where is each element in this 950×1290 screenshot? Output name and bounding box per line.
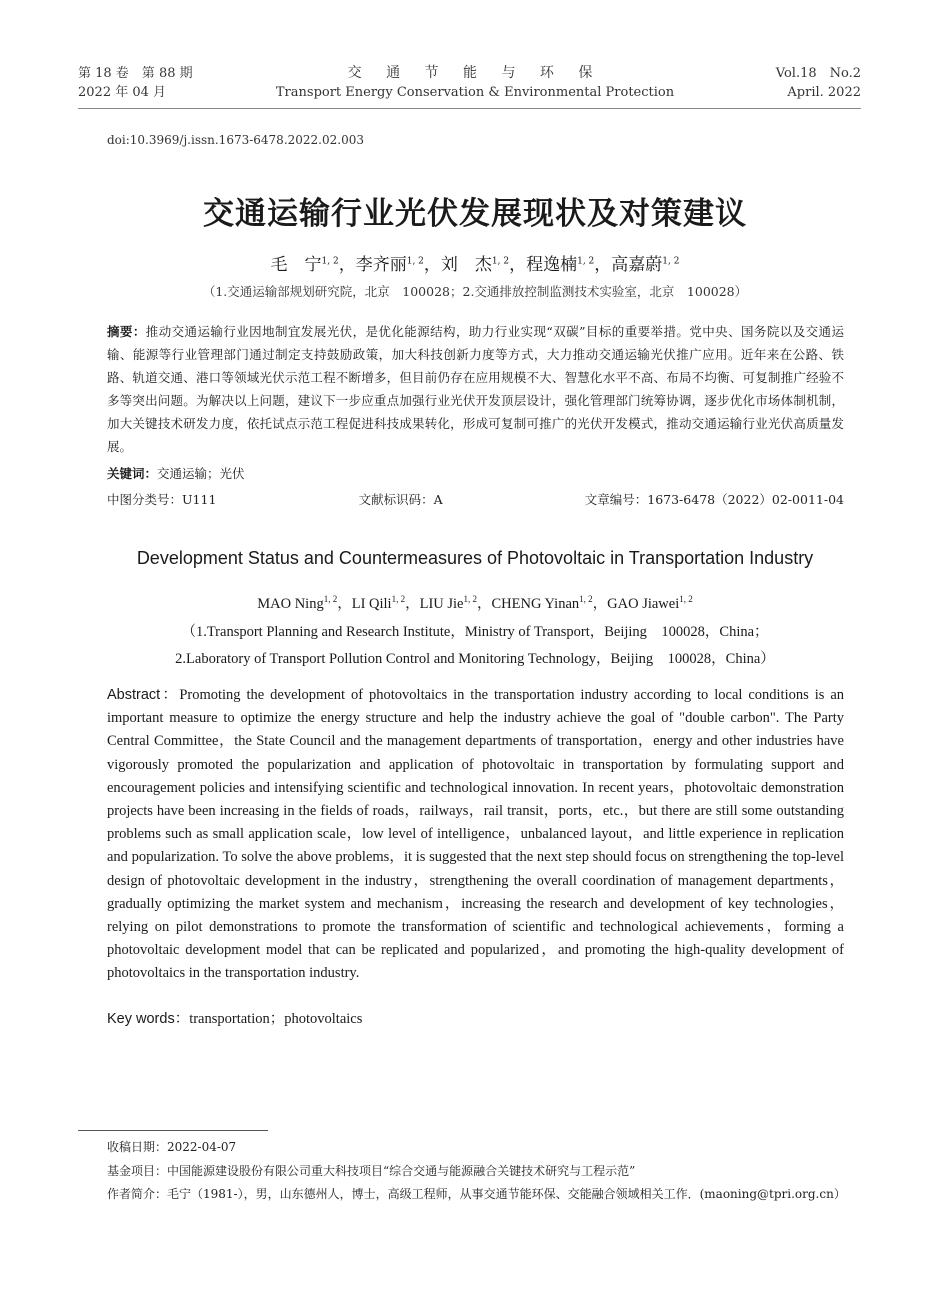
author-affiliation-mark: 1, 2	[406, 256, 424, 267]
author-name: 程逸楠	[526, 255, 578, 275]
keywords-en	[107, 1007, 362, 1028]
author-name-en: GAO Jiawei	[607, 596, 680, 612]
affiliation-en	[0, 619, 950, 673]
keywords-text-en: transportation；photovoltaics	[189, 1011, 363, 1027]
author-affiliation-mark: 1, 2	[679, 594, 693, 605]
abstract-label-cn: 摘要：	[107, 324, 146, 339]
author-name-en: MAO Ning	[257, 596, 324, 612]
author-affiliation-mark: 1, 2	[579, 594, 593, 605]
author-name: 刘 杰	[440, 255, 492, 275]
author-list-cn: 毛 宁$^{1, 2}$，李齐丽$^{1, 2}$，刘 杰$^{1, 2}$，程逸楠$^{1, 2}$，高嘉蔚$^{1, 2}$	[270, 255, 680, 275]
doi: doi:10.3969/j.issn.1673-6478.2022.02.003	[107, 133, 364, 147]
abstract-cn	[107, 320, 844, 458]
classification-row	[107, 490, 844, 508]
footnotes	[107, 1136, 846, 1207]
affiliation-cn: （1.交通运输部规划研究院，北京 100028；2.交通排放控制监测技术实验室，北京 100028）	[202, 284, 748, 299]
author-list-en: MAO Ning$^{1, 2}$，LI Qili$^{1, 2}$，LIU Jie$^{1, 2}$，CHENG Yinan$^{1, 2}$，GAO Jiawei$^{1, 2}$	[257, 594, 693, 612]
keywords-text-cn: 交通运输；光伏	[157, 466, 245, 481]
issue-date-en: April. 2022	[787, 85, 861, 100]
author-affiliation-mark: 1, 2	[491, 256, 510, 267]
paper-title-cn: 交通运输行业光伏发展现状及对策建议	[203, 196, 747, 232]
author-affiliation-mark: 1, 2	[463, 594, 477, 605]
fund-project: 基金项目：中国能源建设股份有限公司重大科技项目“综合交通与能源融合关键技术研究与工程示范”	[107, 1163, 636, 1178]
author-name-en: LIU Jie	[419, 596, 464, 612]
author-affiliation-mark: 1, 2	[323, 594, 338, 605]
author-affiliation-mark: 1, 2	[321, 256, 339, 267]
journal-name-cn: 交 通 节 能 与 环 保	[347, 65, 603, 81]
author-name-en: CHENG Yinan	[491, 596, 580, 612]
document-code: 文献标识码：A	[358, 492, 443, 507]
volume-number-en: Vol.18 No.2	[775, 66, 861, 81]
author-bio: 作者简介：毛宁（1981-），男，山东德州人，博士，高级工程师，从事交通节能环保、交能融合领域相关工作．(maoning@tpri.org.cn）	[107, 1187, 846, 1201]
abstract-text-en: Promoting the development of photovoltaics in the transportation industry according to local conditions is an important measure to optimize the energy structure and help the industry achieve the goal of "double carbon". The Party Central Committee，the State Council and the management departments of transportation，energy and other industries have vigorously promoted the popularization and application of photovoltaic in transportation by formulating support and encouragement policies and intensifying scientific and technological innovation. In recent years，photovoltaic demonstration projects have been increasing in the fields of roads，railways，rail transit，ports，etc.，but there are still some outstanding problems such as small application scale，low level of intelligence，unbalanced layout，and little experience in replication and popularization. To solve the above problems，it is suggested that the next step should focus on strengthening the top-level design of photovoltaic development in the industry，strengthening the overall coordination of management departments，gradually optimizing the market system and mechanism，increasing the research and development of key technologies，relying on pilot demonstrations to promote the transformation of scientific and technological achievements，forming a photovoltaic development model that can be replicated and popularized，and promoting the high-quality development of photovoltaics in the transportation industry.	[107, 687, 845, 982]
author-name: 高嘉蔚	[611, 255, 663, 275]
abstract-text-cn: 推动交通运输行业因地制宜发展光伏，是优化能源结构，助力行业实现“双碳”目标的重要举措。党中央、国务院以及交通运输、能源等行业管理部门通过制定支持鼓励政策，加大科技创新力度等方式，大力推动交通运输光伏推广应用。近年来在公路、铁路、轨道交通、港口等领域光伏示范工程不断增多，但目前仍存在应用规模不大、智慧化水平不高、布局不均衡、可复制推广经验不多等突出问题。为解决以上问题，建议下一步应重点加强行业光伏开发顶层设计，强化管理部门统筹协调，逐步优化市场体制机制，加大关键技术研发力度，依托试点示范工程促进科技成果转化，形成可复制可推广的光伏开发模式，推动交通运输行业光伏高质量发展。	[107, 324, 844, 454]
affiliation-en-line1: （1.Transport Planning and Research Institute，Ministry of Transport，Beijing 100028，China；	[181, 624, 769, 640]
keywords-label-cn: 关键词：	[107, 466, 158, 481]
header-divider	[78, 108, 861, 109]
author-name: 李齐丽	[355, 255, 407, 275]
author-name: 毛 宁	[270, 255, 322, 275]
article-number: 文章编号：1673-6478（2022）02-0011-04	[584, 492, 844, 507]
volume-issue: 第 18 卷 第 88 期	[78, 66, 193, 81]
author-name-en: LI Qili	[351, 596, 392, 612]
keywords-label-en: Key words：	[107, 1011, 190, 1027]
received-date: 收稿日期：2022-04-07	[107, 1140, 237, 1154]
affiliation-en-line2: 2.Laboratory of Transport Pollution Control and Monitoring Technology，Beijing 100028，China）	[175, 651, 775, 667]
abstract-en	[107, 684, 844, 986]
journal-volume-en	[776, 64, 861, 102]
footnote-divider	[78, 1130, 268, 1131]
keywords-cn	[107, 464, 245, 482]
issue-date-cn: 2022 年 04 月	[78, 85, 167, 100]
author-affiliation-mark: 1, 2	[391, 594, 406, 605]
journal-name-en: Transport Energy Conservation & Environmental Protection	[275, 85, 675, 100]
author-affiliation-mark: 1, 2	[662, 256, 680, 267]
paper-title-en: Development Status and Countermeasures of Photovoltaic in Transportation Industry	[136, 548, 814, 568]
abstract-label-en: Abstract：	[107, 687, 180, 703]
author-affiliation-mark: 1, 2	[577, 256, 595, 267]
clc-number: 中图分类号：U111	[107, 492, 217, 507]
